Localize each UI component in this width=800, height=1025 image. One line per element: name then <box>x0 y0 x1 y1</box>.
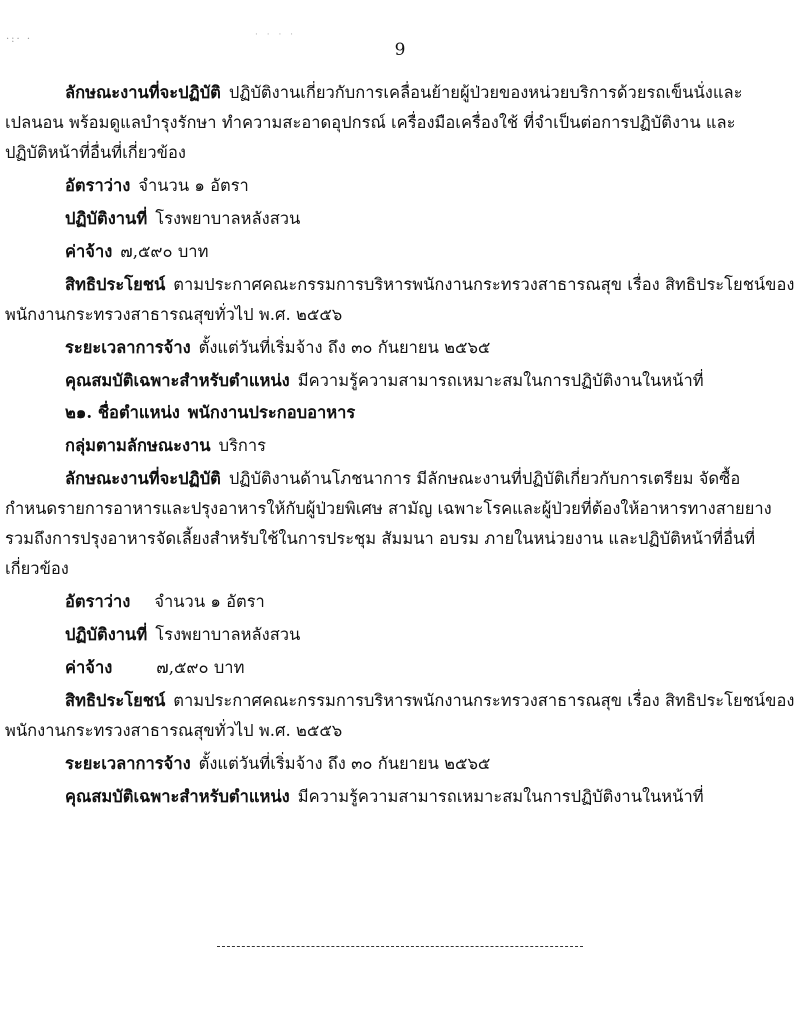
qualification-label: คุณสมบัติเฉพาะสำหรับตำแหน่ง <box>65 371 290 390</box>
wage-value: ๗,๕๙๐ บาท <box>120 242 209 261</box>
workplace-value: โรงพยาบาลหลังสวน <box>155 209 301 228</box>
vacancy-label: อัตราว่าง <box>65 176 131 195</box>
period-label: ระยะเวลาการจ้าง <box>65 754 191 773</box>
vacancy-label: อัตราว่าง <box>65 592 131 611</box>
job-group-line <box>65 431 266 461</box>
benefit-text: พนักงานกระทรวงสาธารณสุขทั่วไป พ.ศ. ๒๕๕๖ <box>5 305 343 324</box>
benefit-label: สิทธิประโยชน์ <box>65 691 166 710</box>
duties-text: ปฏิบัติงานเกี่ยวกับการเคลื่อนย้ายผู้ป่วยของหน่วยบริการด้วยรถเข็นนั่งและ <box>228 83 743 102</box>
qualification-value: มีความรู้ความสามารถเหมาะสมในการปฏิบัติงานในหน้าที่ <box>297 787 704 806</box>
position-heading-value: พนักงานประกอบอาหาร <box>187 403 356 422</box>
vacancy-value: จำนวน ๑ อัตรา <box>138 176 249 195</box>
wage-line <box>65 237 208 267</box>
duties-label: ลักษณะงานที่จะปฏิบัติ <box>65 83 221 102</box>
duties-text: เปลนอน พร้อมดูแลบำรุงรักษา ทำความสะอาดอุปกรณ์ เครื่องมือเครื่องใช้ ที่จำเป็นต่อการปฏิบัติงาน และ <box>5 113 736 132</box>
duties-line <box>65 464 740 494</box>
benefit-line <box>65 270 794 300</box>
duties-text: กำหนดรายการอาหารและปรุงอาหารให้กับผู้ป่วยพิเศษ สามัญ เฉพาะโรคและผู้ป่วยที่ต้องให้อาหารทางสายยาง <box>5 499 772 518</box>
wage-label: ค่าจ้าง <box>65 658 113 677</box>
position-heading <box>65 398 355 428</box>
scan-speck: ·:· · <box>6 34 33 45</box>
qualification-line <box>65 782 704 812</box>
page-number: 9 <box>394 40 406 60</box>
qualification-label: คุณสมบัติเฉพาะสำหรับตำแหน่ง <box>65 787 290 806</box>
job-group-value: บริการ <box>218 436 267 455</box>
qualification-value: มีความรู้ความสามารถเหมาะสมในการปฏิบัติงานในหน้าที่ <box>297 371 704 390</box>
wage-line <box>65 653 244 683</box>
benefit-line <box>65 686 794 716</box>
vacancy-value: จำนวน ๑ อัตรา <box>154 592 265 611</box>
dashed-divider <box>217 946 583 947</box>
duties-text: รวมถึงการปรุงอาหารจัดเลี้ยงสำหรับใช้ในการประชุม สัมมนา อบรม ภายในหน่วยงาน และปฏิบัติหน้าที่อื่นที่ <box>5 529 756 548</box>
workplace-label: ปฏิบัติงานที่ <box>65 209 148 228</box>
wage-label: ค่าจ้าง <box>65 242 113 261</box>
duties-line <box>65 78 742 108</box>
duties-text: ปฏิบัติงานด้านโภชนาการ มีลักษณะงานที่ปฏิบัติเกี่ยวกับการเตรียม จัดซื้อ <box>228 469 741 488</box>
vacancy-line <box>65 171 249 201</box>
period-line <box>65 333 490 363</box>
duties-text: เกี่ยวข้อง <box>5 559 69 578</box>
period-value: ตั้งแต่วันที่เริ่มจ้าง ถึง ๓๐ กันยายน ๒๕๖๕ <box>198 338 491 357</box>
workplace-label: ปฏิบัติงานที่ <box>65 625 148 644</box>
position-heading-label: ๒๑. ชื่อตำแหน่ง <box>65 403 180 422</box>
period-value: ตั้งแต่วันที่เริ่มจ้าง ถึง ๓๐ กันยายน ๒๕๖๕ <box>198 754 491 773</box>
job-group-label: กลุ่มตามลักษณะงาน <box>65 436 211 455</box>
benefit-label: สิทธิประโยชน์ <box>65 275 166 294</box>
duties-text: ปฏิบัติหน้าที่อื่นที่เกี่ยวข้อง <box>5 143 186 162</box>
vacancy-line <box>65 587 265 617</box>
qualification-line <box>65 366 704 396</box>
benefit-text: ตามประกาศคณะกรรมการบริหารพนักงานกระทรวงสาธารณสุข เรื่อง สิทธิประโยชน์ของ <box>173 275 795 294</box>
period-line <box>65 749 490 779</box>
benefit-text: ตามประกาศคณะกรรมการบริหารพนักงานกระทรวงสาธารณสุข เรื่อง สิทธิประโยชน์ของ <box>173 691 795 710</box>
period-label: ระยะเวลาการจ้าง <box>65 338 191 357</box>
scan-speck: · · · · <box>255 30 297 40</box>
workplace-value: โรงพยาบาลหลังสวน <box>155 625 301 644</box>
wage-value: ๗,๕๙๐ บาท <box>156 658 245 677</box>
workplace-line <box>65 620 300 650</box>
duties-label: ลักษณะงานที่จะปฏิบัติ <box>65 469 221 488</box>
workplace-line <box>65 204 300 234</box>
benefit-text: พนักงานกระทรวงสาธารณสุขทั่วไป พ.ศ. ๒๕๕๖ <box>5 721 343 740</box>
